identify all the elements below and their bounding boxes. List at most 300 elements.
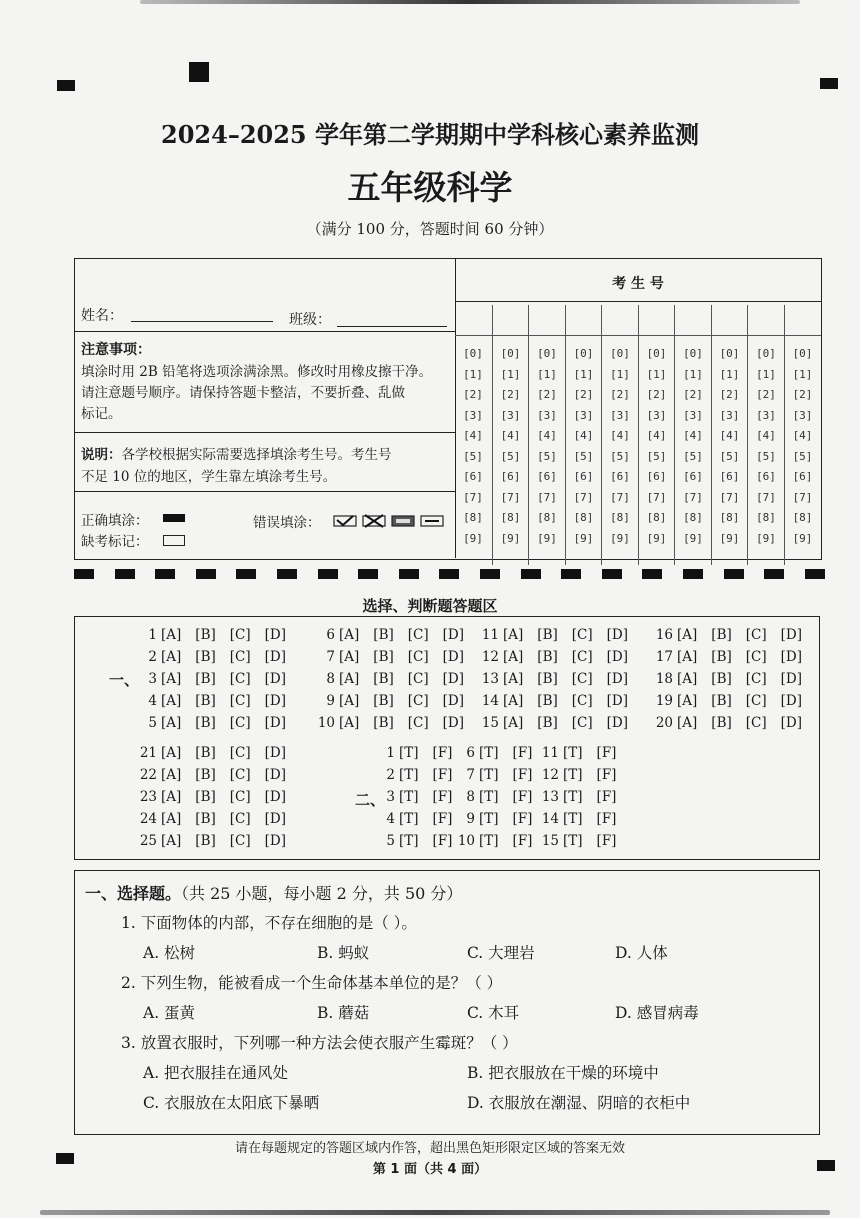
- question-number: 23: [139, 789, 157, 805]
- student-id-bubble[interactable]: [5]: [756, 449, 776, 463]
- answer-row: [461, 649, 642, 665]
- answer-bubble[interactable]: [C]: [229, 789, 251, 805]
- answer-bubble[interactable]: [C]: [745, 627, 767, 643]
- question-number: 19: [655, 693, 673, 709]
- student-id-bubble[interactable]: [9]: [500, 531, 521, 545]
- answer-bubble[interactable]: [D]: [606, 671, 628, 687]
- answer-bubble[interactable]: [T]: [479, 789, 499, 805]
- answer-bubble[interactable]: [C]: [229, 833, 251, 849]
- answer-row: [125, 649, 300, 665]
- question-number: 5: [148, 715, 157, 731]
- answer-bubble[interactable]: [T]: [479, 833, 499, 849]
- answer-row: [461, 627, 642, 643]
- answer-bubble[interactable]: [A]: [503, 715, 524, 731]
- student-id-bubble[interactable]: [2]: [463, 388, 483, 401]
- student-id-bubble[interactable]: [8]: [463, 511, 483, 524]
- student-id-column: [638, 305, 674, 565]
- student-id-bubble[interactable]: [2]: [610, 388, 630, 401]
- student-id-bubble[interactable]: [5]: [500, 449, 521, 463]
- answer-bubble[interactable]: [A]: [503, 627, 524, 643]
- answer-bubble[interactable]: [F]: [512, 789, 533, 805]
- answer-bubble[interactable]: [D]: [780, 649, 802, 665]
- student-id-bubble[interactable]: [8]: [610, 511, 630, 524]
- student-id-bubble[interactable]: [2]: [792, 388, 813, 401]
- answer-bubble[interactable]: [A]: [161, 693, 182, 709]
- student-id-bubble[interactable]: [2]: [646, 388, 667, 401]
- name-field[interactable]: [131, 321, 273, 322]
- student-id-bubble[interactable]: [3]: [500, 408, 521, 422]
- answer-bubble[interactable]: [C]: [745, 649, 767, 665]
- corner-mark-top-left: [57, 80, 75, 91]
- student-id-bubble[interactable]: [1]: [792, 367, 813, 381]
- answer-bubble[interactable]: [C]: [745, 671, 767, 687]
- question-number: 1: [386, 745, 395, 761]
- student-id-bubble[interactable]: [4]: [463, 429, 483, 442]
- answer-bubble[interactable]: [T]: [479, 745, 499, 761]
- answer-bubble[interactable]: [T]: [399, 767, 419, 783]
- answer-bubble[interactable]: [D]: [264, 811, 286, 827]
- student-id-bubble[interactable]: [6]: [792, 470, 813, 483]
- choice: D. 衣服放在潮湿、阴暗的衣柜中: [467, 1094, 691, 1112]
- timing-mark: [399, 569, 419, 579]
- student-id-bubble[interactable]: [2]: [573, 388, 594, 401]
- answer-row: [125, 627, 300, 643]
- answer-bubble[interactable]: [T]: [479, 767, 499, 783]
- answer-bubble[interactable]: [C]: [229, 745, 251, 761]
- answer-bubble[interactable]: [C]: [229, 715, 251, 731]
- student-id-bubble[interactable]: [0]: [719, 347, 740, 360]
- student-id-bubble[interactable]: [0]: [792, 347, 813, 360]
- answer-bubble[interactable]: [A]: [503, 671, 524, 687]
- answer-row: [455, 811, 546, 827]
- answer-bubble[interactable]: [A]: [161, 789, 182, 805]
- student-id-bubble[interactable]: [7]: [537, 490, 557, 504]
- timing-mark: [236, 569, 256, 579]
- answer-bubble[interactable]: [A]: [161, 811, 182, 827]
- answer-bubble[interactable]: [C]: [745, 693, 767, 709]
- student-id-bubble[interactable]: [4]: [610, 429, 630, 442]
- answer-row: [635, 627, 816, 643]
- student-id-bubble[interactable]: [5]: [463, 449, 483, 463]
- notice-line: 填涂时用 2B 铅笔将选项涂满涂黑。修改时用橡皮擦干净。: [81, 364, 433, 380]
- answer-bubble[interactable]: [A]: [161, 767, 182, 783]
- answer-bubble[interactable]: [D]: [264, 671, 286, 687]
- answer-row: [125, 693, 300, 709]
- answer-bubble[interactable]: [D]: [780, 671, 802, 687]
- student-id-bubble[interactable]: [5]: [537, 449, 557, 463]
- student-id-bubble[interactable]: [4]: [646, 429, 667, 442]
- student-id-column: [455, 305, 491, 565]
- student-id-bubble[interactable]: [2]: [683, 388, 703, 401]
- answer-bubble[interactable]: [A]: [161, 649, 182, 665]
- student-id-bubble[interactable]: [1]: [610, 367, 630, 381]
- student-id-bubble[interactable]: [1]: [463, 367, 483, 381]
- student-id-bubble[interactable]: [0]: [610, 347, 630, 360]
- student-id-bubble[interactable]: [6]: [573, 470, 594, 483]
- answer-area-heading: 选择、判断题答题区: [362, 597, 498, 615]
- answer-bubble[interactable]: [D]: [606, 693, 628, 709]
- answer-bubble[interactable]: [D]: [264, 789, 286, 805]
- answer-bubble[interactable]: [D]: [780, 715, 802, 731]
- student-id-bubble[interactable]: [8]: [500, 511, 521, 524]
- answer-bubble[interactable]: [B]: [195, 671, 216, 687]
- student-id-bubble[interactable]: [7]: [719, 490, 740, 504]
- student-id-bubble[interactable]: [5]: [573, 449, 594, 463]
- answer-bubble[interactable]: [C]: [571, 649, 593, 665]
- answer-bubble[interactable]: [B]: [373, 715, 394, 731]
- answer-bubble[interactable]: [B]: [537, 649, 558, 665]
- student-id-column: [784, 305, 820, 565]
- answer-bubble[interactable]: [D]: [264, 833, 286, 849]
- answer-bubble[interactable]: [A]: [161, 833, 182, 849]
- student-id-bubble[interactable]: [4]: [573, 429, 594, 442]
- divider: [75, 331, 455, 332]
- answer-row: [375, 767, 466, 783]
- student-id-bubble[interactable]: [7]: [792, 490, 813, 504]
- answer-bubble[interactable]: [A]: [161, 627, 182, 643]
- answer-row: [297, 649, 478, 665]
- student-id-bubble[interactable]: [4]: [792, 429, 813, 442]
- answer-bubble[interactable]: [T]: [399, 789, 419, 805]
- student-id-bubble[interactable]: [1]: [573, 367, 594, 381]
- answer-row: [635, 715, 816, 731]
- class-field[interactable]: [337, 326, 447, 327]
- answer-bubble[interactable]: [T]: [563, 789, 583, 805]
- answer-bubble[interactable]: [D]: [264, 649, 286, 665]
- student-id-bubble[interactable]: [9]: [463, 531, 483, 545]
- student-id-bubble[interactable]: [7]: [463, 490, 483, 504]
- question-number: 20: [655, 715, 673, 731]
- answer-bubble[interactable]: [A]: [677, 649, 698, 665]
- question-number: 7: [466, 767, 475, 783]
- answer-bubble[interactable]: [F]: [432, 767, 453, 783]
- answer-bubble[interactable]: [F]: [596, 745, 617, 761]
- student-id-bubble[interactable]: [0]: [683, 347, 703, 360]
- student-id-bubble[interactable]: [1]: [500, 367, 521, 381]
- student-id-bubble[interactable]: [0]: [573, 347, 594, 360]
- student-id-bubble[interactable]: [7]: [573, 490, 594, 504]
- answer-row: [461, 671, 642, 687]
- answer-row: [539, 811, 630, 827]
- exam-subtitle: （满分 100 分，答题时间 60 分钟）: [306, 220, 554, 238]
- student-id-bubble[interactable]: [3]: [792, 408, 813, 422]
- answer-bubble[interactable]: [D]: [606, 627, 628, 643]
- student-id-bubble[interactable]: [4]: [756, 429, 776, 442]
- student-id-bubble[interactable]: [5]: [719, 449, 740, 463]
- student-id-bubble[interactable]: [8]: [792, 511, 813, 524]
- absent-checkbox[interactable]: [163, 535, 185, 546]
- answer-bubble[interactable]: [B]: [537, 627, 558, 643]
- choice: D. 感冒病毒: [615, 1004, 699, 1022]
- answer-bubble[interactable]: [F]: [596, 811, 617, 827]
- answer-bubble[interactable]: [D]: [780, 693, 802, 709]
- student-id-bubble[interactable]: [4]: [500, 429, 521, 442]
- answer-bubble[interactable]: [B]: [195, 833, 216, 849]
- student-id-bubble[interactable]: [5]: [792, 449, 813, 463]
- student-id-bubble[interactable]: [3]: [573, 408, 594, 422]
- answer-bubble[interactable]: [A]: [339, 715, 360, 731]
- timing-mark: [439, 569, 459, 579]
- student-id-bubble[interactable]: [8]: [683, 511, 703, 524]
- answer-bubble[interactable]: [C]: [571, 715, 593, 731]
- student-id-bubble[interactable]: [1]: [719, 367, 740, 381]
- answer-bubble[interactable]: [A]: [677, 671, 698, 687]
- student-id-bubble[interactable]: [9]: [610, 531, 630, 545]
- student-id-bubble[interactable]: [3]: [463, 408, 483, 422]
- timing-mark: [480, 569, 500, 579]
- student-id-bubble[interactable]: [0]: [537, 347, 557, 360]
- answer-row: [297, 693, 478, 709]
- answer-bubble[interactable]: [C]: [407, 693, 429, 709]
- answer-bubble[interactable]: [C]: [571, 671, 593, 687]
- answer-bubble[interactable]: [C]: [571, 627, 593, 643]
- student-id-bubble[interactable]: [9]: [537, 531, 557, 545]
- answer-bubble[interactable]: [B]: [195, 715, 216, 731]
- choice: A. 松树: [143, 944, 196, 962]
- answer-bubble[interactable]: [C]: [407, 671, 429, 687]
- answer-bubble[interactable]: [D]: [780, 627, 802, 643]
- info-left-panel: [75, 259, 456, 558]
- student-id-column: [528, 305, 564, 565]
- student-id-bubble[interactable]: [8]: [573, 511, 594, 524]
- student-id-bubble[interactable]: [9]: [756, 531, 776, 545]
- student-id-bubble[interactable]: [3]: [537, 408, 557, 422]
- answer-bubble[interactable]: [B]: [195, 811, 216, 827]
- student-id-bubble[interactable]: [7]: [610, 490, 630, 504]
- answer-bubble[interactable]: [B]: [373, 649, 394, 665]
- answer-row: [455, 767, 546, 783]
- answer-row: [125, 715, 300, 731]
- student-id-bubble[interactable]: [8]: [537, 511, 557, 524]
- answer-bubble[interactable]: [B]: [711, 693, 732, 709]
- answer-bubble[interactable]: [D]: [606, 649, 628, 665]
- answer-bubble[interactable]: [C]: [571, 693, 593, 709]
- answer-bubble[interactable]: [T]: [563, 833, 583, 849]
- answer-bubble[interactable]: [C]: [407, 715, 429, 731]
- answer-bubble[interactable]: [T]: [563, 745, 583, 761]
- choice: B. 蘑菇: [317, 1004, 370, 1022]
- answer-bubble[interactable]: [F]: [596, 833, 617, 849]
- answer-bubble[interactable]: [C]: [229, 671, 251, 687]
- answer-bubble[interactable]: [D]: [442, 671, 464, 687]
- answer-bubble[interactable]: [D]: [264, 767, 286, 783]
- divider: [75, 432, 455, 433]
- answer-bubble[interactable]: [F]: [432, 833, 453, 849]
- answer-bubble[interactable]: [A]: [161, 671, 182, 687]
- answer-bubble[interactable]: [C]: [229, 649, 251, 665]
- wrong-label: 错误填涂：: [253, 515, 321, 531]
- answer-bubble[interactable]: [B]: [711, 627, 732, 643]
- question-number: 10: [317, 715, 335, 731]
- student-id-bubble[interactable]: [5]: [610, 449, 630, 463]
- student-id-bubble[interactable]: [4]: [537, 429, 557, 442]
- choice: D. 人体: [615, 944, 668, 962]
- answer-row: [297, 715, 478, 731]
- answer-bubble[interactable]: [F]: [512, 811, 533, 827]
- timing-mark: [724, 569, 744, 579]
- student-id-bubble[interactable]: [2]: [500, 388, 521, 401]
- answer-row: [297, 671, 478, 687]
- student-id-bubble[interactable]: [4]: [683, 429, 703, 442]
- student-id-bubble[interactable]: [9]: [683, 531, 703, 545]
- answer-bubble[interactable]: [C]: [407, 627, 429, 643]
- answer-bubble[interactable]: [D]: [264, 715, 286, 731]
- answer-bubble[interactable]: [T]: [399, 833, 419, 849]
- student-id-bubble[interactable]: [0]: [463, 347, 483, 360]
- answer-bubble[interactable]: [F]: [596, 789, 617, 805]
- answer-bubble[interactable]: [F]: [596, 767, 617, 783]
- answer-row: [635, 693, 816, 709]
- answer-row: [455, 789, 546, 805]
- answer-bubble[interactable]: [B]: [711, 649, 732, 665]
- student-id-bubble[interactable]: [2]: [537, 388, 557, 401]
- answer-bubble[interactable]: [T]: [563, 767, 583, 783]
- student-id-bubble[interactable]: [6]: [610, 470, 630, 483]
- answer-bubble[interactable]: [A]: [503, 693, 524, 709]
- question-number: 3: [148, 671, 157, 687]
- student-id-bubble[interactable]: [6]: [646, 470, 667, 483]
- section1-label: 一、: [109, 671, 140, 689]
- answer-bubble[interactable]: [D]: [264, 745, 286, 761]
- answer-area-box: [74, 616, 820, 860]
- divider: [75, 491, 455, 492]
- question-number: 14: [541, 811, 559, 827]
- student-id-bubble[interactable]: [0]: [500, 347, 521, 360]
- answer-bubble[interactable]: [F]: [512, 767, 533, 783]
- answer-bubble[interactable]: [B]: [711, 671, 732, 687]
- question-number: 1: [148, 627, 157, 643]
- answer-bubble[interactable]: [B]: [195, 627, 216, 643]
- student-id-bubble[interactable]: [6]: [683, 470, 703, 483]
- answer-bubble[interactable]: [F]: [512, 833, 533, 849]
- answer-bubble[interactable]: [T]: [479, 811, 499, 827]
- student-id-bubble[interactable]: [1]: [537, 367, 557, 381]
- answer-row: [297, 627, 478, 643]
- student-id-bubble[interactable]: [9]: [646, 531, 667, 545]
- question-number: 12: [541, 767, 559, 783]
- answer-bubble[interactable]: [A]: [503, 649, 524, 665]
- student-id-bubble[interactable]: [4]: [719, 429, 740, 442]
- student-id-bubble[interactable]: [7]: [756, 490, 776, 504]
- answer-bubble[interactable]: [C]: [229, 627, 251, 643]
- class-label: 班级：: [289, 312, 331, 328]
- answer-bubble[interactable]: [D]: [442, 627, 464, 643]
- student-id-bubble[interactable]: [3]: [719, 408, 740, 422]
- student-id-bubble[interactable]: [5]: [646, 449, 667, 463]
- choice: C. 木耳: [467, 1004, 520, 1022]
- answer-bubble[interactable]: [A]: [161, 745, 182, 761]
- answer-bubble[interactable]: [F]: [432, 745, 453, 761]
- answer-bubble[interactable]: [B]: [195, 789, 216, 805]
- answer-bubble[interactable]: [B]: [195, 693, 216, 709]
- student-id-bubble[interactable]: [8]: [646, 511, 667, 524]
- answer-bubble[interactable]: [C]: [229, 693, 251, 709]
- student-id-bubble[interactable]: [2]: [756, 388, 776, 401]
- answer-row: [125, 789, 300, 805]
- answer-bubble[interactable]: [T]: [399, 811, 419, 827]
- student-id-bubble[interactable]: [9]: [792, 531, 813, 545]
- answer-bubble[interactable]: [A]: [677, 693, 698, 709]
- answer-bubble[interactable]: [B]: [373, 627, 394, 643]
- student-id-bubble[interactable]: [6]: [756, 470, 776, 483]
- answer-bubble[interactable]: [A]: [677, 715, 698, 731]
- answer-bubble[interactable]: [B]: [711, 715, 732, 731]
- student-id-bubble[interactable]: [3]: [683, 408, 703, 422]
- student-id-bubble[interactable]: [6]: [537, 470, 557, 483]
- section-heading: [85, 881, 462, 904]
- answer-bubble[interactable]: [A]: [339, 671, 360, 687]
- answer-bubble[interactable]: [F]: [512, 745, 533, 761]
- answer-bubble[interactable]: [B]: [195, 649, 216, 665]
- correct-label: 正确填涂：: [81, 513, 149, 529]
- divider: [455, 301, 821, 302]
- answer-bubble[interactable]: [B]: [373, 693, 394, 709]
- student-id-bubble[interactable]: [7]: [646, 490, 667, 504]
- answer-bubble[interactable]: [F]: [432, 789, 453, 805]
- question-number: 22: [139, 767, 157, 783]
- answer-row: [455, 745, 546, 761]
- answer-bubble[interactable]: [A]: [339, 627, 360, 643]
- student-id-bubble[interactable]: [2]: [719, 388, 740, 401]
- answer-bubble[interactable]: [D]: [442, 715, 464, 731]
- student-id-bubble[interactable]: [6]: [463, 470, 483, 483]
- answer-bubble[interactable]: [C]: [229, 767, 251, 783]
- student-id-bubble[interactable]: [6]: [719, 470, 740, 483]
- student-id-bubble[interactable]: [9]: [573, 531, 594, 545]
- answer-bubble[interactable]: [C]: [745, 715, 767, 731]
- student-id-bubble[interactable]: [1]: [683, 367, 703, 381]
- answer-bubble[interactable]: [C]: [229, 811, 251, 827]
- student-id-bubble[interactable]: [6]: [500, 470, 521, 483]
- answer-bubble[interactable]: [D]: [606, 715, 628, 731]
- answer-bubble[interactable]: [A]: [339, 649, 360, 665]
- answer-bubble[interactable]: [A]: [339, 693, 360, 709]
- student-id-bubble[interactable]: [3]: [756, 408, 776, 422]
- student-id-bubble[interactable]: [0]: [646, 347, 667, 360]
- answer-bubble[interactable]: [D]: [264, 627, 286, 643]
- answer-bubble[interactable]: [B]: [537, 715, 558, 731]
- answer-bubble[interactable]: [A]: [161, 715, 182, 731]
- answer-bubble[interactable]: [T]: [563, 811, 583, 827]
- answer-bubble[interactable]: [B]: [373, 671, 394, 687]
- answer-bubble[interactable]: [D]: [264, 693, 286, 709]
- answer-bubble[interactable]: [B]: [537, 693, 558, 709]
- answer-bubble[interactable]: [A]: [677, 627, 698, 643]
- answer-bubble[interactable]: [B]: [195, 745, 216, 761]
- student-id-bubble[interactable]: [7]: [500, 490, 521, 504]
- answer-bubble[interactable]: [F]: [432, 811, 453, 827]
- answer-bubble[interactable]: [T]: [399, 745, 419, 761]
- choice: A. 把衣服挂在通风处: [143, 1064, 289, 1082]
- student-id-bubble[interactable]: [5]: [683, 449, 703, 463]
- answer-bubble[interactable]: [C]: [407, 649, 429, 665]
- student-id-bubble[interactable]: [8]: [719, 511, 740, 524]
- answer-bubble[interactable]: [B]: [537, 671, 558, 687]
- student-id-bubble[interactable]: [1]: [756, 367, 776, 381]
- student-id-bubble[interactable]: [1]: [646, 367, 667, 381]
- student-id-bubble[interactable]: [8]: [756, 511, 776, 524]
- student-id-bubble[interactable]: [7]: [683, 490, 703, 504]
- student-id-bubble[interactable]: [3]: [646, 408, 667, 422]
- answer-bubble[interactable]: [B]: [195, 767, 216, 783]
- timing-mark: [115, 569, 135, 579]
- student-id-bubble[interactable]: [3]: [610, 408, 630, 422]
- answer-bubble[interactable]: [D]: [442, 693, 464, 709]
- student-id-bubble[interactable]: [0]: [756, 347, 776, 360]
- answer-row: [539, 789, 630, 805]
- answer-bubble[interactable]: [D]: [442, 649, 464, 665]
- student-id-bubble[interactable]: [9]: [719, 531, 740, 545]
